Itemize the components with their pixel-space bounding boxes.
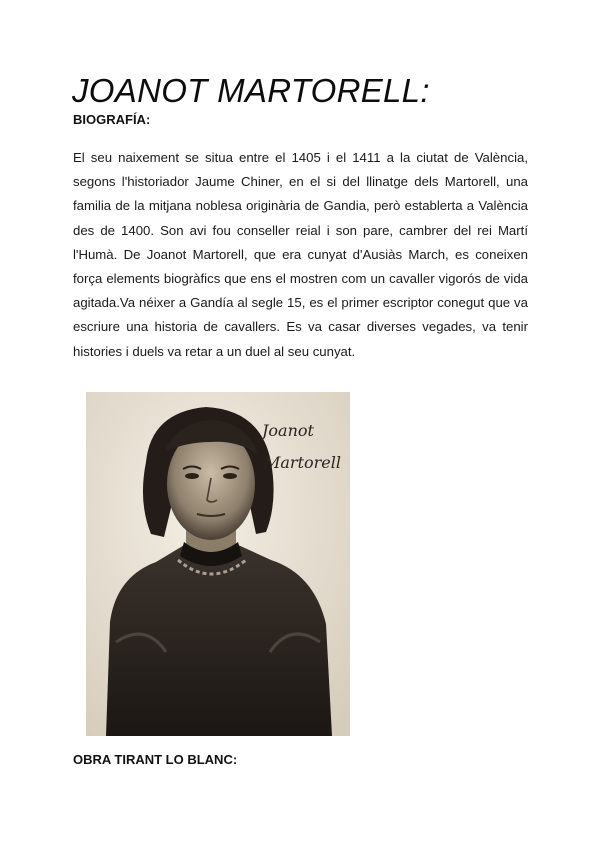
portrait-inscription-line2: Martorell [264,453,341,472]
obra-heading: OBRA TIRANT LO BLANC: [73,752,238,767]
page-title: JOANOT MARTORELL: [72,72,430,109]
portrait-inscription-line1: Joanot [262,421,314,440]
biography-paragraph: El seu naixement se situa entre el 1405 i el 1411 a la ciutat de València, segons l'historiador Jaume Chiner, en el si del llinatge dels Martorell, una familia de la mitjana noblesa originària de Gandia, però establerta a València des de 1400. Son avi fou conseller reial i son pare, cambrer del rei Martí l'Humà. De Joanot Martorell, que era cunyat d'Ausiàs March, es coneixen força elements biogràfics que ens el mostren com un cavaller vigorós de vida agitada.Va néixer a Gandía al segle 15, es el primer escriptor conegut que va escriure una historia de cavallers. Es va casar diverses vegades, va tenir histories i duels va retar a un duel al seu cunyat. [73,150,528,359]
biography-heading: BIOGRAFÍA: [73,112,151,127]
portrait-image [86,392,350,736]
